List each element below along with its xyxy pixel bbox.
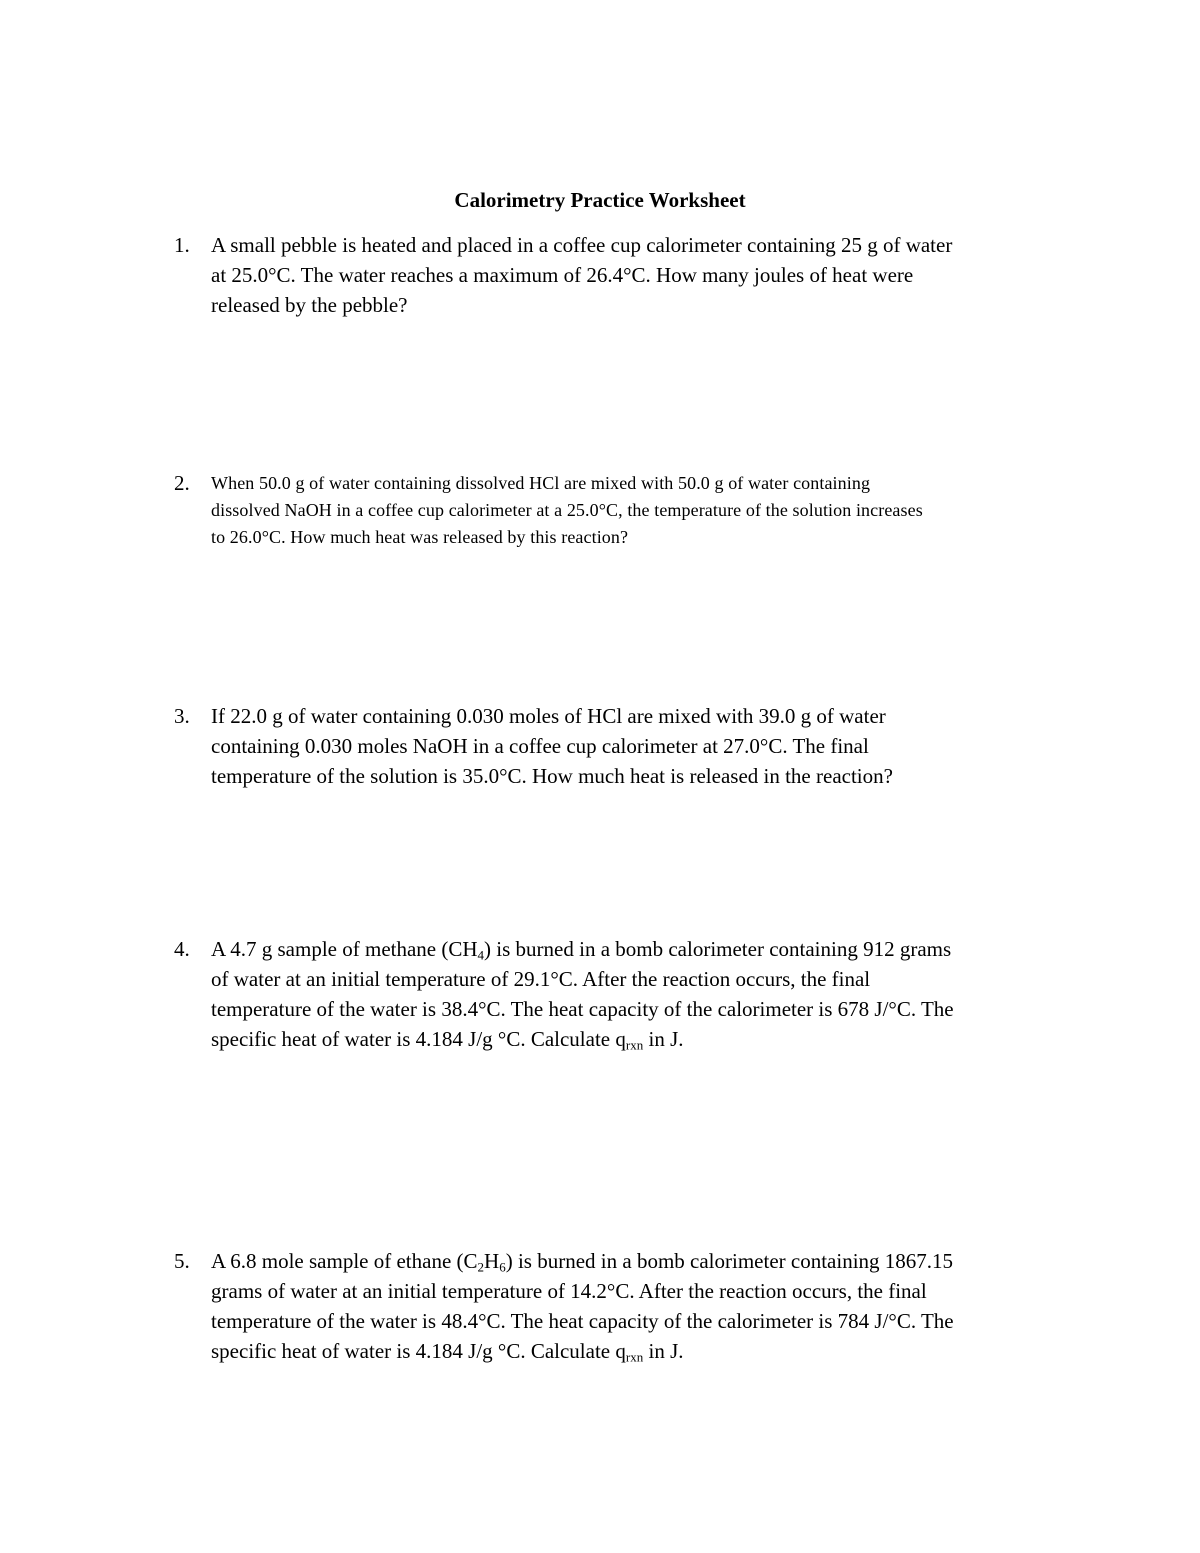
question-text xyxy=(211,934,1071,1054)
question-line: at 25.0°C. The water reaches a maximum of 26.4°C. How many joules of heat were xyxy=(211,263,914,287)
question-line: If 22.0 g of water containing 0.030 moles of HCl are mixed with 39.0 g of water xyxy=(211,704,886,728)
question-number: 1. xyxy=(174,233,190,257)
question-number: 2. xyxy=(174,471,190,495)
question-line: A 6.8 mole sample of ethane $(C_2H_6)$ is burned in a bomb calorimeter containing 1867.15 xyxy=(211,1249,954,1275)
question-line: temperature of the water is 38.4°C. The heat capacity of the calorimeter is 678 J/°C. The xyxy=(211,997,954,1021)
question-number: 5. xyxy=(174,1249,190,1273)
question-line: A small pebble is heated and placed in a coffee cup calorimeter containing 25 g of water xyxy=(211,233,953,257)
question-text xyxy=(211,1246,1071,1366)
question-line: specific heat of water is 4.184 J/g °C. Calculate $q_{rxn}$ in J. xyxy=(211,1027,684,1053)
question-line: of water at an initial temperature of 29.1°C. After the reaction occurs, the final xyxy=(211,967,871,991)
question-line: released by the pebble? xyxy=(211,293,408,317)
question-line: dissolved NaOH in a coffee cup calorimeter at a 25.0°C, the temperature of the solution increases xyxy=(211,500,923,520)
question-line: to 26.0°C. How much heat was released by this reaction? xyxy=(211,527,629,547)
question-line: specific heat of water is 4.184 J/g °C. Calculate $q_{rxn}$ in J. xyxy=(211,1339,684,1365)
question-line: A 4.7 g sample of methane $(CH_4)$ is burned in a bomb calorimeter containing 912 grams xyxy=(211,937,952,963)
question-text xyxy=(211,230,1071,320)
question-line: When 50.0 g of water containing dissolved HCl are mixed with 50.0 g of water containing xyxy=(211,473,871,493)
question-line: grams of water at an initial temperature of 14.2°C. After the reaction occurs, the final xyxy=(211,1279,927,1303)
question-line: temperature of the solution is 35.0°C. How much heat is released in the reaction? xyxy=(211,764,893,788)
question-line: temperature of the water is 48.4°C. The heat capacity of the calorimeter is 784 J/°C. The xyxy=(211,1309,954,1333)
question-number: 3. xyxy=(174,704,190,728)
question-number: 4. xyxy=(174,937,190,961)
question-text xyxy=(211,701,1071,791)
question-line: containing 0.030 moles NaOH in a coffee cup calorimeter at 27.0°C. The final xyxy=(211,734,869,758)
page-title: Calorimetry Practice Worksheet xyxy=(454,188,746,212)
question-text xyxy=(211,470,1071,551)
